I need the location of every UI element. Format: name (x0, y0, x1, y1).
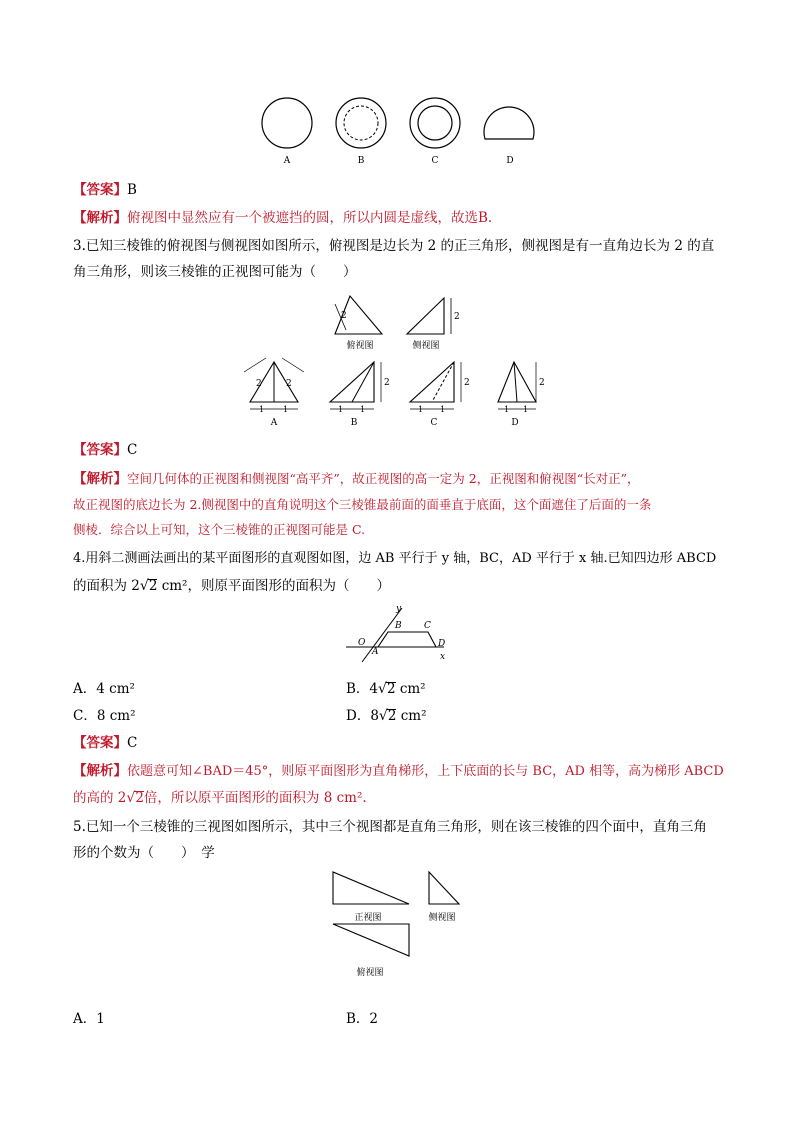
q2-label-b: B (357, 156, 365, 166)
sqrt-icon: √ (126, 790, 136, 806)
q3-option-label-b: B (350, 418, 358, 428)
q3-option-label-c: C (430, 418, 438, 428)
q5-side-view-label: 侧视图 (428, 913, 456, 923)
analysis-text: 依题意可知∠BAD＝45°，则原平面图形为直角梯形，上下底面的长与 BC，AD 相等，高为梯形 ABCD (127, 764, 724, 779)
option-c-triangle (410, 362, 454, 402)
option-b-dim-1-right: 1 (360, 405, 366, 414)
answer-value: B (127, 182, 137, 198)
side-view-triangle (429, 872, 459, 904)
option-a-dim-left (244, 358, 266, 372)
q4-analysis-line1 (73, 761, 724, 782)
option-a-dim-1-left: 1 (259, 405, 265, 414)
sqrt-icon: √ (378, 681, 387, 697)
q2-circles-figure (250, 92, 550, 152)
analysis-tag: 【解析】 (73, 763, 127, 779)
sqrt-icon: √ (378, 708, 388, 724)
q4-answer (73, 733, 137, 753)
option-d-dim-2: 2 (539, 378, 545, 388)
side-view-triangle (407, 298, 444, 334)
q3-analysis-line2: 故正视图的底边长为 2.侧视图中的直角说明这个三棱锥最前面的面垂直于底面，这个面遮住了后面的一条 (73, 497, 652, 512)
option-a-dim-2-right: 2 (286, 379, 292, 389)
q4-stem-pre: 的面积为 2 (73, 578, 140, 594)
q5-stem-line1: 5.已知一个三棱锥的三视图如图所示，其中三个视图都是直角三角形，则在该三棱锥的四个面中，直角三角 (73, 819, 707, 835)
answer-value: C (127, 442, 138, 458)
top-view-dim-2: 2 (341, 311, 347, 321)
q2-label-d: D (506, 156, 514, 166)
option-b-pre: B．4 (346, 681, 379, 697)
q5-stem-line2: 形的个数为（ ） 学 (73, 845, 215, 861)
option-a-dim-1-right: 1 (283, 405, 289, 414)
analysis-radicand: 2 (135, 790, 144, 806)
label-c: C (424, 621, 431, 631)
q2-answer (73, 180, 137, 200)
analysis-text: 俯视图中显然应有一个被遮挡的圆，所以内圆是虚线，故选B. (127, 210, 493, 226)
q2-analysis (73, 208, 492, 228)
label-a: A (372, 647, 379, 657)
q4-stem-line2 (73, 576, 390, 596)
q4-analysis-line2 (73, 788, 367, 808)
option-b-dim-2: 2 (384, 378, 390, 388)
q4-option-c[interactable]: C．8 cm² (73, 708, 136, 724)
q3-views-figure (330, 294, 470, 339)
q4-option-b[interactable] (346, 679, 426, 699)
trapezoid-abcd (378, 632, 436, 647)
q3-stem-line2: 角三角形，则该三棱锥的正视图可能为（ ） (73, 264, 357, 280)
circle-a (262, 98, 312, 148)
q4-oblique-figure (340, 604, 460, 664)
circle-c-inner (418, 106, 452, 140)
option-c-dim-2: 2 (464, 378, 470, 388)
option-a-dim-right (282, 358, 304, 372)
answer-tag: 【答案】 (73, 442, 127, 458)
circle-b-inner-dashed (344, 106, 378, 140)
q2-label-c: C (431, 156, 439, 166)
analysis-pre: 的高的 2 (73, 790, 127, 806)
q3-answer (73, 440, 137, 460)
analysis-tag: 【解析】 (73, 210, 127, 226)
q5-front-view-label: 正视图 (354, 913, 382, 923)
analysis-text: 空间几何体的正视图和侧视图“高平齐”，故正视图的高一定为 2，正视图和俯视图“长对正”， (127, 471, 640, 486)
option-b-post: cm² (395, 681, 426, 697)
option-d-median (514, 362, 517, 402)
q4-option-d[interactable] (346, 706, 427, 726)
label-x: x (440, 652, 446, 662)
front-view-triangle (333, 872, 409, 904)
q5-option-b[interactable]: B．2 (346, 1011, 379, 1027)
q5-option-a[interactable]: A．1 (73, 1011, 105, 1027)
option-b-inner-line (352, 362, 374, 402)
option-c-dashed-line (432, 362, 454, 402)
q4-stem-radicand: 2 (148, 578, 158, 594)
q4-option-a[interactable]: A．4 cm² (73, 681, 135, 697)
q4-stem-post: cm²，则原平面图形的面积为（ ） (157, 578, 390, 594)
circle-d-truncated (484, 107, 534, 139)
analysis-tag: 【解析】 (73, 471, 127, 487)
answer-value: C (127, 735, 138, 751)
q2-label-a: A (283, 156, 291, 166)
q3-options-figure (240, 356, 560, 416)
option-d-dim-1-right: 1 (523, 405, 529, 414)
option-d-dim-1-left: 1 (504, 405, 510, 414)
side-view-dim-2: 2 (454, 312, 460, 322)
y-axis (362, 608, 402, 662)
option-d-radicand: 2 (387, 708, 397, 724)
q4-stem-line1: 4.用斜二测画法画出的某平面图形的直观图如图，边 AB 平行于 y 轴，BC，AD 平行于 x 轴.已知四边形 ABCD (73, 551, 717, 566)
analysis-post: 倍，所以原平面图形的面积为 8 cm². (143, 790, 367, 806)
label-b: B (395, 621, 402, 631)
q3-option-label-d: D (511, 418, 519, 428)
answer-tag: 【答案】 (73, 735, 127, 751)
option-c-dim-1-right: 1 (440, 405, 446, 414)
q3-stem-line1: 3.已知三棱锥的俯视图与侧视图如图所示，俯视图是边长为 2 的正三角形，侧视图是有一直角边长为 2 的直 (73, 238, 715, 254)
q3-top-view-label: 俯视图 (346, 341, 374, 351)
option-a-dim-2-left: 2 (256, 379, 262, 389)
q5-top-view-label: 俯视图 (356, 968, 384, 978)
option-d-post: cm² (396, 708, 427, 724)
label-o: O (358, 638, 366, 648)
label-y: y (396, 604, 402, 614)
answer-tag: 【答案】 (73, 182, 127, 198)
sqrt-icon: √ (139, 578, 149, 594)
q3-analysis-line3: 侧棱．综合以上可知，这个三棱锥的正视图可能是 C. (73, 522, 366, 537)
q3-analysis-line1 (73, 469, 640, 489)
q3-option-label-a: A (270, 418, 278, 428)
label-d: D (438, 639, 446, 649)
top-view-triangle (333, 924, 409, 956)
option-d-pre: D．8 (346, 708, 379, 724)
option-b-triangle (330, 362, 374, 402)
option-c-dim-1-left: 1 (418, 405, 424, 414)
q3-side-view-label: 侧视图 (412, 341, 440, 351)
option-b-dim-1-left: 1 (338, 405, 344, 414)
option-b-radicand: 2 (386, 681, 396, 697)
